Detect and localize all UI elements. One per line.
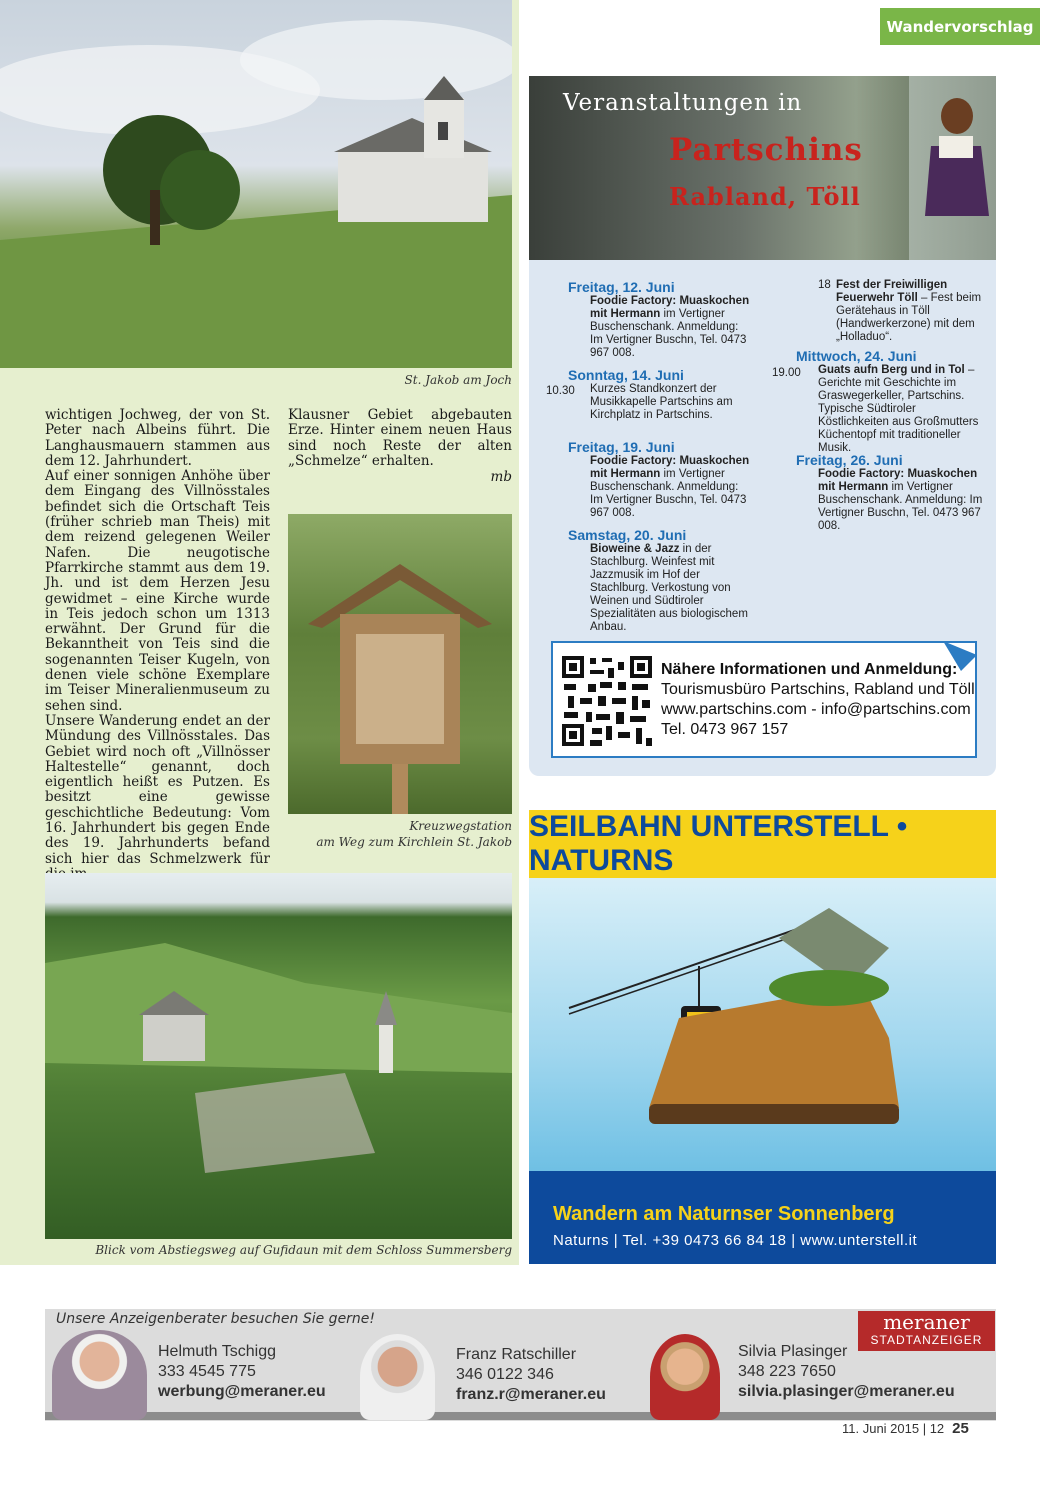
qr-code-icon[interactable] [560, 654, 654, 748]
advisor-phone: 348 223 7650 [738, 1363, 836, 1380]
banner-subplace: Rabland, Töll [669, 182, 861, 211]
advisor-name: Franz Ratschiller [456, 1346, 577, 1363]
event-time: 19.00 [772, 367, 801, 379]
banner-title: Veranstaltungen in [563, 90, 803, 116]
caption-photo2 [288, 818, 512, 850]
caption-photo1: St. Jakob am Joch [404, 373, 512, 387]
advisors-stripe [45, 1412, 996, 1420]
logo-subtext: STADTANZEIGER [870, 1333, 983, 1347]
seilbahn-ad[interactable] [529, 810, 996, 1264]
article-paragraph: Unsere Wanderung endet an der Mündung des Villnösstales. Das Gebiet wird noch oft „Villnösser Haltestelle“ genannt, doch eigentlich heißt es Putzen. Es besitzt eine gewisse geschichtliche Bedeutung: Vom 16. Jahrhundert bis gegen Ende des 19. Jahrhunderts befand sich hier das Schmelzwerk für [45, 712, 270, 867]
event-date: Freitag, 12. Juni [568, 279, 675, 295]
event-title: Bioweine & Jazz [590, 543, 680, 555]
event-date: Freitag, 19. Juni [568, 439, 675, 455]
event-item [796, 452, 986, 533]
event-text: im Vertigner Buschenschank. Anmeldung: Im Vertigner Buschn, Tel. 0473 967 008. [590, 308, 747, 359]
event-text: im Vertigner Buschenschank. Anmeldung: Im Vertigner Buschn, Tel. 0473 967 008. [590, 468, 747, 519]
event-item [568, 367, 754, 422]
church-illustration [0, 0, 512, 368]
event-date: Sonntag, 14. Juni [568, 367, 684, 383]
advisor-card [456, 1345, 606, 1405]
event-time: 18 [818, 279, 831, 291]
advisor-email[interactable]: franz.r@meraner.eu [456, 1386, 606, 1403]
info-office: Tourismusbüro Partschins, Rabland und Töll [661, 681, 975, 698]
advisor-name: Helmuth Tschigg [158, 1343, 276, 1360]
article-column-1 [45, 408, 270, 882]
logo-text: meraner [883, 1310, 970, 1334]
info-text [661, 660, 975, 740]
event-title: Foodie Factory: Muaskochen mit Hermann [590, 295, 750, 320]
photo-st-jakob [0, 0, 512, 368]
article-paragraph: wichtigen Jochweg, der von St. Peter nach Albeins führt. Die Langhausmauern stammen aus dem 12. Jahrhundert. [45, 407, 270, 469]
avatar [52, 1330, 147, 1420]
event-item [568, 439, 754, 520]
info-web-link[interactable]: www.partschins.com - info@partschins.com [661, 701, 971, 718]
event-text: – Gerichte mit Geschichte im Graswegerkeller, Partschins. Typische Südtiroler Köstlichkeiten aus Großmutters Küchentopf mit traditioneller Musik. [818, 364, 979, 454]
caption-line: am Weg zum Kirchlein St. Jakob [316, 835, 512, 849]
ad-title: SEILBAHN UNTERSTELL • NATURNS [529, 810, 908, 877]
article-paragraph: Klausner Gebiet abgebauten Erze. Hinter einem neuen Haus sind noch Reste der alten „Schmelze“ erhalten. [288, 407, 512, 469]
page-footer [842, 1420, 969, 1437]
avatar [650, 1334, 720, 1420]
ad-image [529, 878, 996, 1171]
event-text: in der Stachlburg. Weinfest mit Jazzmusik im Hof der Stachlburg. Verkostung von Weinen und Südtiroler Spezialitäten aus biologischem Anbau. [590, 543, 748, 633]
cable-car-boot-illustration [529, 878, 996, 1171]
photo-gufidaun [45, 873, 512, 1239]
photo-kreuzwegstation [288, 514, 512, 814]
event-text: – Fest beim Gerätehaus in Töll (Handwerkerzone) mit dem „Holladuo“. [836, 292, 982, 343]
advisor-name: Silvia Plasinger [738, 1343, 848, 1360]
article-column-2 [288, 408, 512, 485]
avatar [360, 1334, 435, 1420]
shrine-illustration [288, 514, 512, 814]
section-tag: Wandervorschlag [880, 8, 1040, 45]
advisor-card [158, 1342, 326, 1402]
ad-slogan: Wandern am Naturnser Sonnenberg [553, 1203, 895, 1225]
advisors-heading: Unsere Anzeigenberater besuchen Sie gerne! [56, 1311, 376, 1327]
article-author: mb [490, 469, 512, 486]
events-banner [529, 76, 996, 260]
event-title: Foodie Factory: Muaskochen mit Hermann [818, 468, 978, 493]
event-item [568, 527, 754, 634]
advisor-email[interactable]: silvia.plasinger@meraner.eu [738, 1383, 955, 1400]
ad-contact: Naturns | Tel. +39 0473 66 84 18 | www.unterstell.it [553, 1232, 918, 1249]
event-date: Freitag, 26. Juni [796, 452, 903, 468]
village-illustration [45, 873, 512, 1239]
event-text: Kurzes Standkonzert der Musikkapelle Partschins am Kirchplatz in Partschins. [590, 383, 733, 421]
info-title: Nähere Informationen und Anmeldung: [661, 661, 958, 678]
event-item [818, 279, 986, 344]
event-title: Fest der Freiwilligen Feuerwehr Töll [836, 279, 948, 304]
issue-date: 11. Juni 2015 | 12 [842, 1421, 945, 1436]
event-item [568, 279, 754, 360]
advisor-phone: 333 4545 775 [158, 1363, 256, 1380]
event-date: Mittwoch, 24. Juni [796, 348, 917, 364]
event-title: Guats aufn Berg und in Tol [818, 364, 965, 376]
ad-header [529, 810, 996, 878]
article-paragraph: Auf einer sonnigen Anhöhe über dem Eingang des Villnösstales befindet sich die Ortschaft Teis (früher schrieb man Theis) mit dem reizend gelegenen Weiler Nafen. Die neugotische Pfarrkirche stammt aus dem 19. Jh. und ist dem Herzen Jesu gewidmet – eine Kirche wurde in Teis jedoch schon um 1313 erwähnt. Der Grund für die Bekanntheit von Teis sind die sogenannten Teiser Kugeln, von denen viele schöne Exemplare im Teiser Mineralienmuseum zu sehen sind. [45, 468, 270, 714]
event-title: Foodie Factory: Muaskochen mit Hermann [590, 455, 750, 480]
banner-place: Partschins [669, 132, 863, 168]
page-number: 25 [952, 1420, 969, 1437]
event-item [796, 348, 986, 455]
caption-photo3: Blick vom Abstiegsweg auf Gufidaun mit dem Schloss Summersberg [95, 1243, 512, 1257]
advisor-phone: 346 0122 346 [456, 1366, 554, 1383]
advisor-email[interactable]: werbung@meraner.eu [158, 1383, 326, 1400]
advisor-card [738, 1342, 955, 1402]
info-phone: Tel. 0473 967 157 [661, 721, 789, 738]
event-text: im Vertigner Buschenschank. Anmeldung: Im Vertigner Buschn, Tel. 0473 967 008. [818, 481, 983, 532]
event-time: 10.30 [546, 385, 575, 397]
event-date: Samstag, 20. Juni [568, 527, 687, 543]
caption-line: Kreuzwegstation [409, 819, 512, 833]
